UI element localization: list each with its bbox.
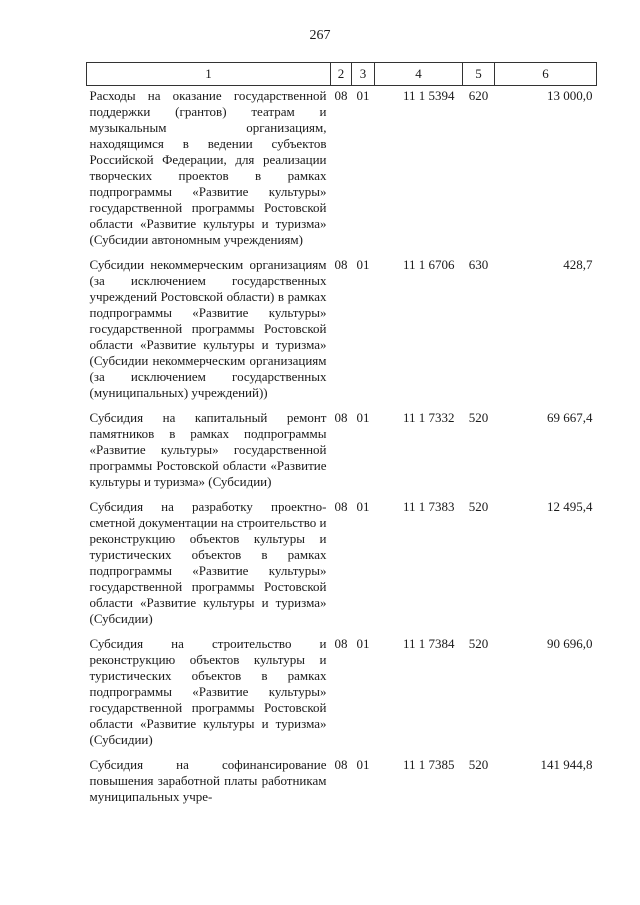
row-target-article: 11 1 7383 — [402, 499, 455, 514]
row-expense-type: 620 — [468, 88, 489, 103]
row-section-code: 08 — [334, 757, 348, 772]
row-amount: 428,7 — [563, 257, 593, 272]
table-row — [87, 755, 597, 805]
row-name: Субсидия на разработку проектно-сметной документации на строительство и реконструкцию объектов культуры и туристических объектов в рамках подпрограммы «Развитие культуры» государственной программы Ростовской области «Развитие культуры и туризма» (Субсидии) — [89, 499, 327, 626]
row-section-code: 08 — [334, 499, 348, 514]
header-col-6: 6 — [495, 63, 597, 86]
row-amount: 90 696,0 — [547, 636, 593, 651]
row-subsection-code: 01 — [356, 257, 370, 272]
row-section-code: 08 — [334, 636, 348, 651]
page-number: 267 — [309, 28, 331, 43]
table-row — [87, 634, 597, 755]
row-expense-type: 630 — [468, 257, 489, 272]
row-subsection-code: 01 — [356, 410, 370, 425]
header-col-5: 5 — [463, 63, 495, 86]
row-target-article: 11 1 5394 — [402, 88, 455, 103]
header-col-3: 3 — [352, 63, 375, 86]
header-col-2: 2 — [331, 63, 352, 86]
row-target-article: 11 1 7384 — [402, 636, 455, 651]
row-expense-type: 520 — [468, 499, 489, 514]
row-name: Субсидия на софинансирование повышения заработной платы работникам муниципальных учре- — [89, 757, 327, 804]
table-header-row — [87, 63, 597, 86]
row-subsection-code: 01 — [356, 757, 370, 772]
row-expense-type: 520 — [468, 757, 489, 772]
row-target-article: 11 1 7332 — [402, 410, 455, 425]
row-subsection-code: 01 — [356, 88, 370, 103]
row-section-code: 08 — [334, 410, 348, 425]
row-expense-type: 520 — [468, 410, 489, 425]
row-section-code: 08 — [334, 88, 348, 103]
budget-table — [86, 62, 597, 805]
row-amount: 13 000,0 — [547, 88, 593, 103]
row-section-code: 08 — [334, 257, 348, 272]
row-subsection-code: 01 — [356, 499, 370, 514]
row-amount: 69 667,4 — [547, 410, 593, 425]
row-target-article: 11 1 7385 — [402, 757, 455, 772]
table-row — [87, 255, 597, 408]
row-subsection-code: 01 — [356, 636, 370, 651]
table-row — [87, 408, 597, 497]
table-row — [87, 86, 597, 256]
row-amount: 12 495,4 — [547, 499, 593, 514]
row-name: Субсидии некоммерческим организациям (за исключением государственных учреждений Ростовской области) в рамках подпрограммы «Развитие культуры» государственной программы Ростовской области «Развитие культуры и туризма» (Субсидии некоммерческим организациям (за исключением государственных (муниципальных) учреждений)) — [89, 257, 327, 400]
row-amount: 141 944,8 — [540, 757, 593, 772]
row-name: Расходы на оказание государственной поддержки (грантов) театрам и музыкальным организациям, находящимся в ведении субъектов Российской Федерации, для реализации творческих проектов в рамках подпрограммы «Развитие культуры» государственной программы Ростовской области «Развитие культуры и туризма» (Субсидии автономным учреждениям) — [89, 88, 327, 247]
header-col-4: 4 — [375, 63, 463, 86]
table-row — [87, 497, 597, 634]
row-name: Субсидия на капитальный ремонт памятников в рамках подпрограммы «Развитие культуры» государственной программы Ростовской области «Развитие культуры и туризма» (Субсидии) — [89, 410, 327, 489]
header-col-1: 1 — [87, 63, 331, 86]
row-name: Субсидия на строительство и реконструкцию объектов культуры и туристических объектов в рамках подпрограммы «Развитие культуры» государственной программы Ростовской области «Развитие культуры и туризма» (Субсидии) — [89, 636, 327, 747]
row-expense-type: 520 — [468, 636, 489, 651]
row-target-article: 11 1 6706 — [402, 257, 455, 272]
